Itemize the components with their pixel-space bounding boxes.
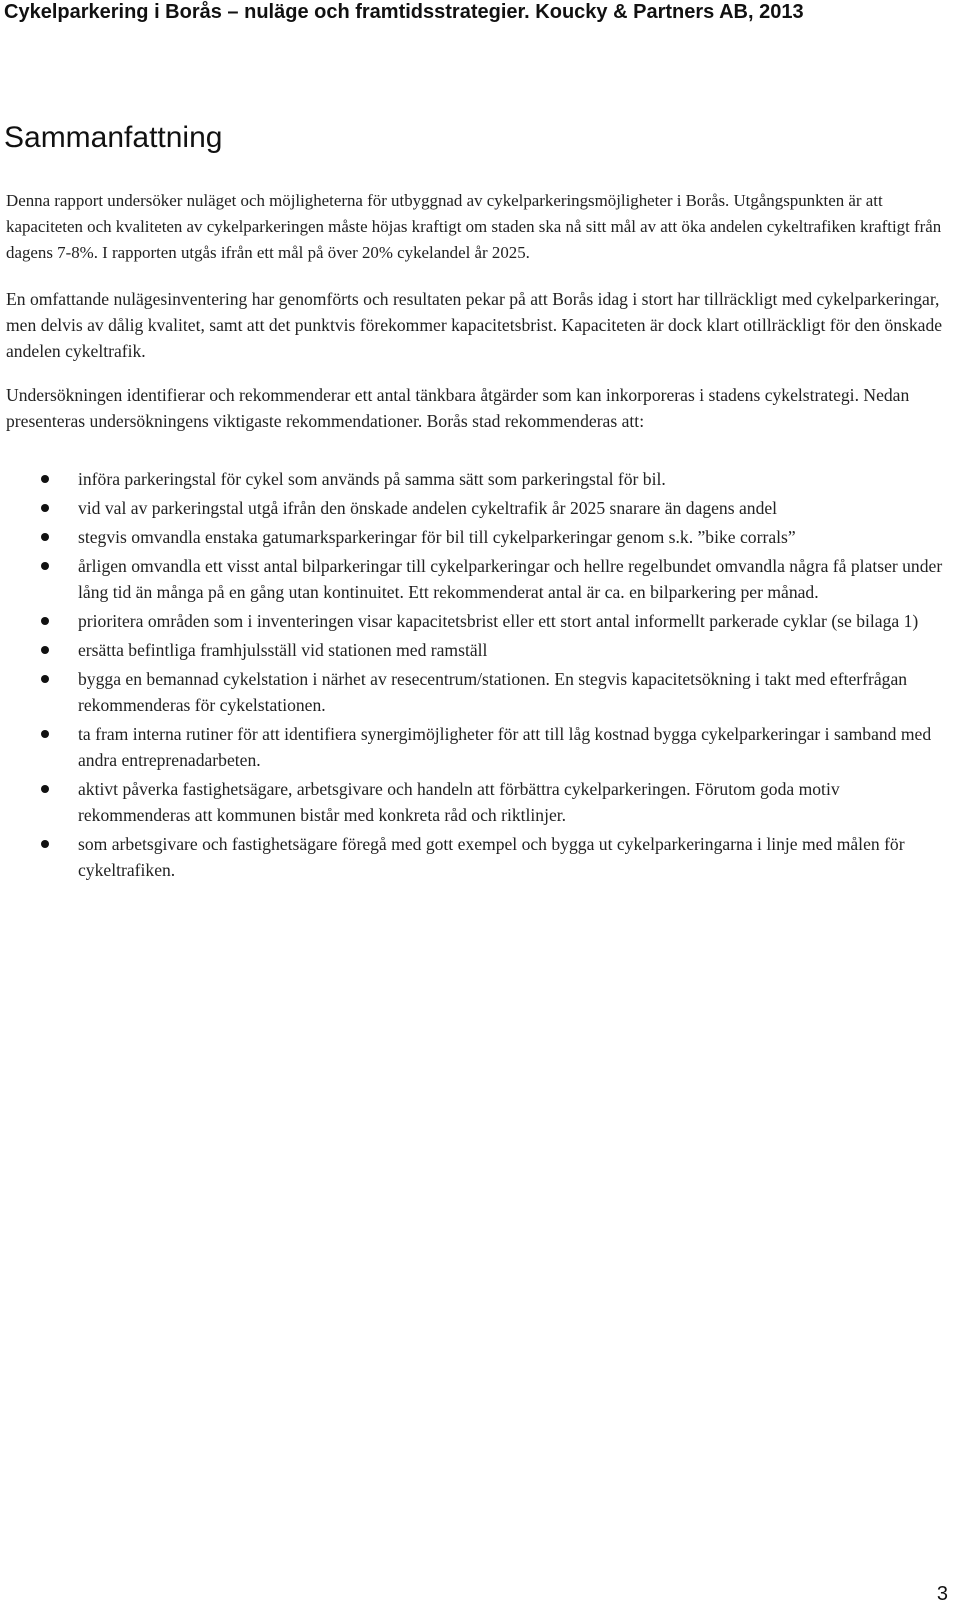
section-title: Sammanfattning xyxy=(4,121,223,154)
list-item-text: årligen omvandla ett visst antal bilparkeringar till cykelparkeringar och hellre regelbundet omvandla några få platser under lång tid än många på en gång utan kontinuitet. Ett rekommenderat antal är ca. en bilparkering per månad. xyxy=(78,556,943,602)
list-item xyxy=(6,495,951,521)
bullet-icon xyxy=(41,533,49,541)
bullet-icon xyxy=(41,504,49,512)
list-item-text: införa parkeringstal för cykel som används på samma sätt som parkeringstal för bil. xyxy=(78,469,666,489)
list-item-text: ersätta befintliga framhjulsställ vid stationen med ramställ xyxy=(78,640,488,660)
running-header: Cykelparkering i Borås – nuläge och framtidsstrategier. Koucky & Partners AB, 2013 xyxy=(4,1,804,23)
list-item xyxy=(6,831,951,883)
list-item-text: ta fram interna rutiner för att identifiera synergimöjligheter för att till låg kostnad bygga cykelparkeringar i samband med andra entreprenadarbeten. xyxy=(78,724,932,770)
document-body xyxy=(6,188,951,886)
page-number: 3 xyxy=(936,1583,948,1605)
bullet-icon xyxy=(41,562,49,570)
paragraph-recommendations-intro: Undersökningen identifierar och rekommenderar ett antal tänkbara åtgärder som kan inkorporeras i stadens cykelstrategi. Nedan presenteras undersökningens viktigaste rekommendationer. Borås stad rekommenderas att: xyxy=(6,385,910,431)
recommendations-list xyxy=(6,466,951,883)
list-item xyxy=(6,637,951,663)
list-item xyxy=(6,466,951,492)
list-item xyxy=(6,608,951,634)
list-item xyxy=(6,776,951,828)
list-item xyxy=(6,721,951,773)
list-item-text: vid val av parkeringstal utgå ifrån den önskade andelen cykeltrafik år 2025 snarare än dagens andel xyxy=(78,498,778,518)
list-item xyxy=(6,666,951,718)
list-item-text: stegvis omvandla enstaka gatumarksparkeringar för bil till cykelparkeringar genom s.k. ”bike corrals” xyxy=(78,527,796,547)
bullet-icon xyxy=(41,617,49,625)
list-item xyxy=(6,553,951,605)
list-item-text: bygga en bemannad cykelstation i närhet av resecentrum/stationen. En stegvis kapacitetsökning i takt med efterfrågan rekommenderas för cykelstationen. xyxy=(78,669,908,715)
bullet-icon xyxy=(41,730,49,738)
bullet-icon xyxy=(41,840,49,848)
list-item-text: prioritera områden som i inventeringen visar kapacitetsbrist eller ett stort antal informellt parkerade cyklar (se bilaga 1) xyxy=(78,611,919,631)
list-item-text: som arbetsgivare och fastighetsägare föregå med gott exempel och bygga ut cykelparkeringarna i linje med målen för cykeltrafiken. xyxy=(78,834,905,880)
paragraph-intro: Denna rapport undersöker nuläget och möjligheterna för utbyggnad av cykelparkeringsmöjligheter i Borås. Utgångspunkten är att kapaciteten och kvaliteten av cykelparkeringen måste höjas kraftigt om staden ska nå sitt mål av att öka andelen cykeltrafiken kraftigt från dagens 7-8%. I rapporten utgås ifrån ett mål på över 20% cykelandel år 2025. xyxy=(6,191,942,262)
bullet-icon xyxy=(41,675,49,683)
bullet-icon xyxy=(41,785,49,793)
list-item xyxy=(6,524,951,550)
bullet-icon xyxy=(41,646,49,654)
paragraph-inventory: En omfattande nulägesinventering har genomförts och resultaten pekar på att Borås idag i stort har tillräckligt med cykelparkeringar, men delvis av dålig kvalitet, samt att det punktvis förekommer kapacitetsbrist. Kapaciteten är dock klart otillräckligt för den önskade andelen cykeltrafik. xyxy=(6,289,943,361)
list-item-text: aktivt påverka fastighetsägare, arbetsgivare och handeln att förbättra cykelparkeringen. Förutom goda motiv rekommenderas att kommunen bistår med konkreta råd och riktlinjer. xyxy=(78,779,840,825)
bullet-icon xyxy=(41,475,49,483)
